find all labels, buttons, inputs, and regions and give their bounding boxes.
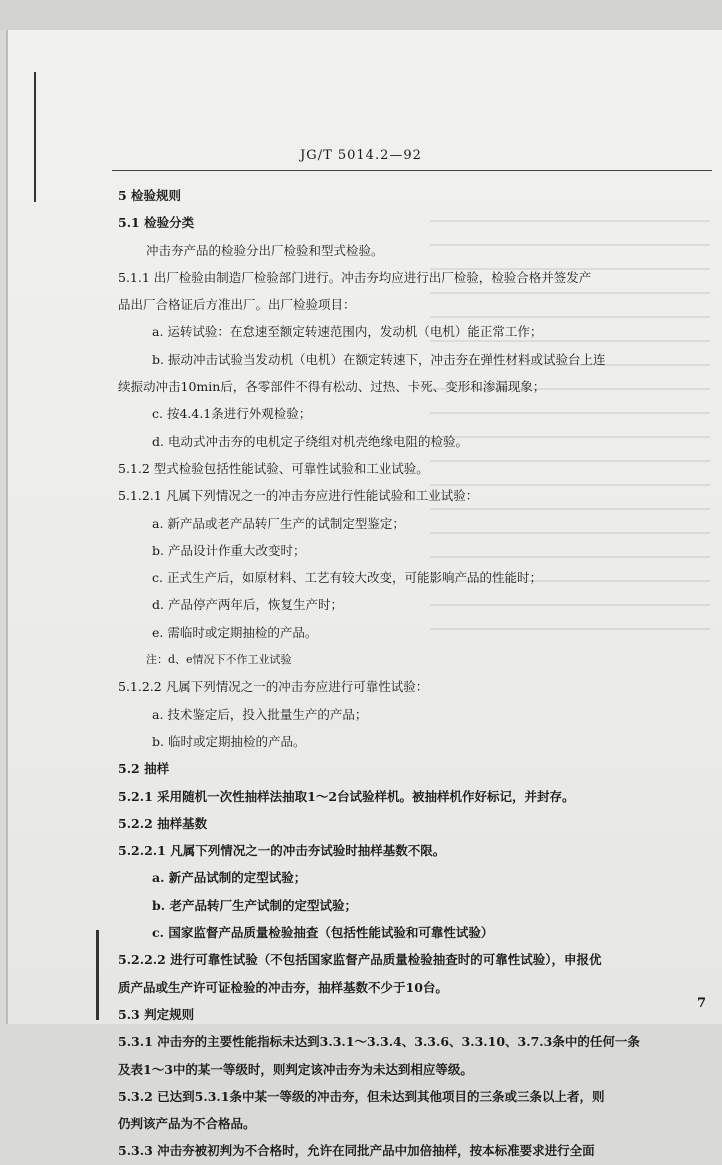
text-line: 5.3.1 冲击夯的主要性能指标未达到3.3.1～3.3.4、3.3.6、3.3.10、3.7.3条中的任何一条 xyxy=(118,1034,640,1050)
text-line: 5.1.2.1 凡属下列情况之一的冲击夯应进行性能试验和工业试验： xyxy=(118,488,479,504)
text-line: c. 按4.4.1条进行外观检验； xyxy=(152,406,312,422)
text-line: 注：d、e情况下不作工业试验 xyxy=(146,653,292,667)
text-line: 冲击夯产品的检验分出厂检验和型式检验。 xyxy=(146,242,384,258)
text-line: e. 需临时或定期抽检的产品。 xyxy=(152,624,318,640)
text-line: 5.2.2 抽样基数 xyxy=(118,815,208,831)
text-line: a. 运转试验：在怠速至额定转速范围内，发动机（电机）能正常工作； xyxy=(152,324,543,340)
text-line: a. 新产品试制的定型试验； xyxy=(152,870,307,886)
text-line: a. 新产品或老产品转厂生产的试制定型鉴定； xyxy=(152,515,405,531)
text-line: 5.2 抽样 xyxy=(118,761,170,777)
binding-edge-mark xyxy=(96,930,99,1020)
text-line: c. 国家监督产品质量检验抽查（包括性能试验和可靠性试验） xyxy=(152,925,494,941)
document-body xyxy=(118,182,708,1165)
text-line: 5.2.1 采用随机一次性抽样法抽取1～2台试验样机。被抽样机作好标记，并封存。 xyxy=(118,788,575,804)
page-number: 7 xyxy=(696,996,706,1011)
text-line: 5.2.2.2 进行可靠性试验（不包括国家监督产品质量检验抽查时的可靠性试验），申报优 xyxy=(118,952,602,968)
text-line: 品出厂合格证后方准出厂。出厂检验项目： xyxy=(118,297,356,313)
text-line: c. 正式生产后，如原材料、工艺有较大改变，可能影响产品的性能时； xyxy=(152,570,542,586)
text-line: 5.3 判定规则 xyxy=(118,1006,195,1022)
text-line: 及表1～3中的某一等级时，则判定该冲击夯为未达到相应等级。 xyxy=(118,1061,473,1077)
text-line: b. 振动冲击试验当发动机（电机）在额定转速下，冲击夯在弹性材料或试验台上连 xyxy=(152,351,606,367)
text-line: 5.3.3 冲击夯被初判为不合格时，允许在同批产品中加倍抽样，按本标准要求进行全面 xyxy=(118,1143,595,1159)
text-line: 5.3.2 已达到5.3.1条中某一等级的冲击夯，但未达到其他项目的三条或三条以上者，则 xyxy=(118,1088,605,1104)
text-line: b. 老产品转厂生产试制的定型试验； xyxy=(152,897,357,913)
text-line: 5.1.1 出厂检验由制造厂检验部门进行。冲击夯均应进行出厂检验，检验合格并签发产 xyxy=(118,269,592,285)
text-line: d. 电动式冲击夯的电机定子绕组对机壳绝缘电阻的检验。 xyxy=(152,433,468,449)
text-line: a. 技术鉴定后，投入批量生产的产品； xyxy=(152,706,368,722)
text-line: d. 产品停产两年后，恢复生产时； xyxy=(152,597,343,613)
text-line: 5.1 检验分类 xyxy=(118,215,195,231)
text-line: 5.1.2 型式检验包括性能试验、可靠性试验和工业试验。 xyxy=(118,460,429,476)
document-header: JG/T 5014.2—92 xyxy=(300,148,422,163)
scan-top-strip xyxy=(0,0,722,30)
header-rule xyxy=(112,170,712,171)
text-line: 仍判该产品为不合格品。 xyxy=(118,1116,256,1132)
text-line: b. 产品设计作重大改变时； xyxy=(152,542,306,558)
text-line: 续振动冲击10min后，各零部件不得有松动、过热、卡死、变形和渗漏现象； xyxy=(118,379,546,395)
text-line: 5 检验规则 xyxy=(118,188,182,203)
text-line: 5.2.2.1 凡属下列情况之一的冲击夯试验时抽样基数不限。 xyxy=(118,843,446,859)
text-line: 质产品或生产许可证检验的冲击夯，抽样基数不少于10台。 xyxy=(118,979,448,995)
text-line: b. 临时或定期抽检的产品。 xyxy=(152,733,306,749)
text-line: 5.1.2.2 凡属下列情况之一的冲击夯应进行可靠性试验： xyxy=(118,679,429,695)
binding-edge-mark xyxy=(34,72,36,202)
